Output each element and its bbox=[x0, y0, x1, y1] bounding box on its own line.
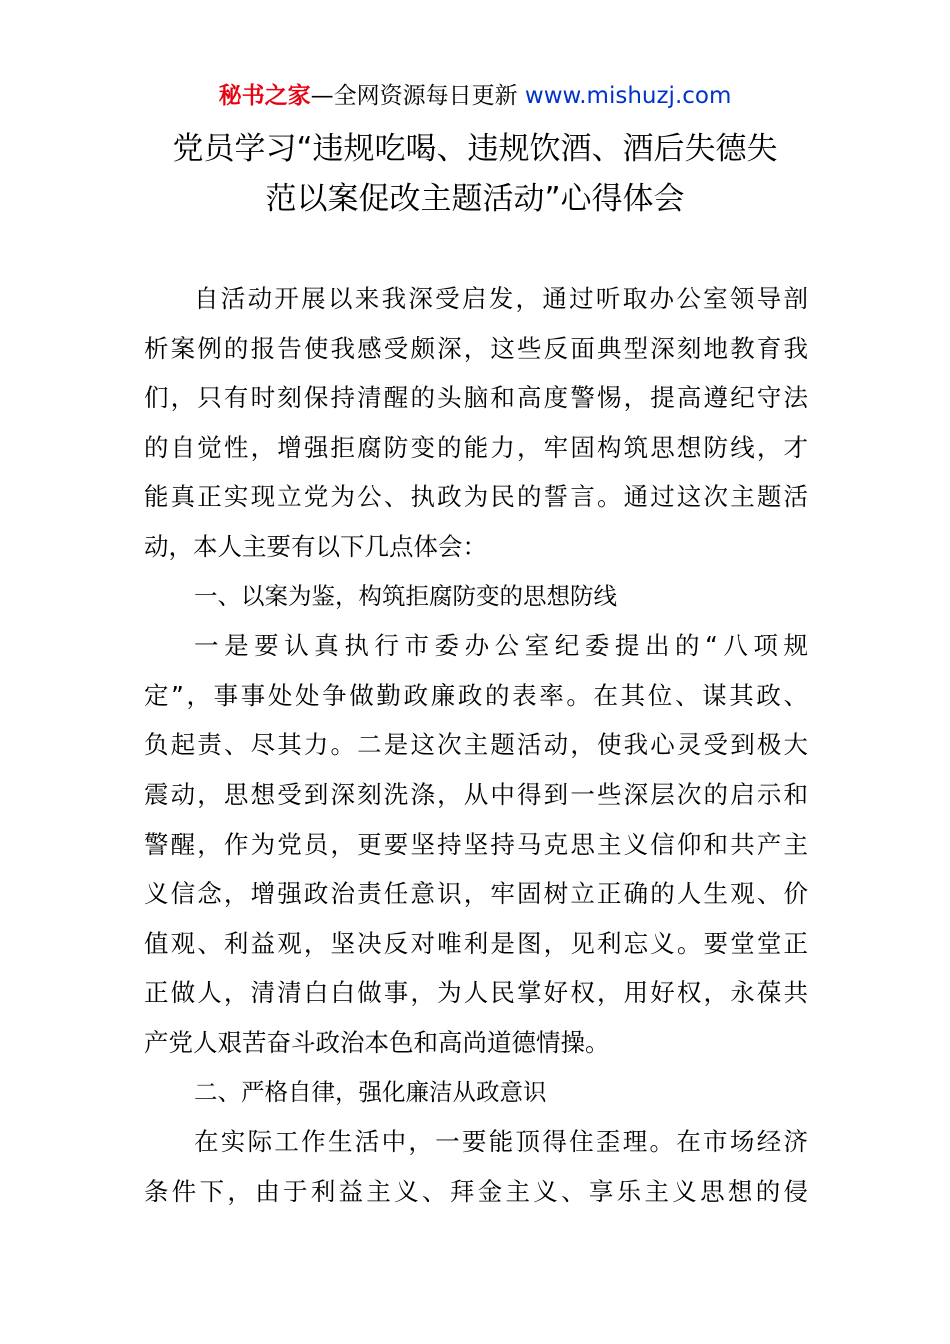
body-line: 警醒，作为党员，更要坚持坚持马克思主义信仰和共产主 bbox=[144, 829, 808, 859]
body-line: 析案例的报告使我感受颇深，这些反面典型深刻地教育我 bbox=[144, 333, 808, 363]
title-line-2: 范以案促改主题活动”心得体会 bbox=[265, 181, 685, 217]
body-line: 的自觉性，增强拒腐防变的能力，牢固构筑思想防线，才 bbox=[144, 432, 808, 462]
section-heading-2: 二、严格自律，强化廉洁从政意识 bbox=[194, 1077, 547, 1106]
site-header bbox=[0, 80, 950, 112]
body-line: 值观、利益观，坚决反对唯利是图，见利忘义。要堂堂正 bbox=[144, 928, 808, 958]
body-line: 条件下，由于利益主义、拜金主义、享乐主义思想的侵 bbox=[144, 1176, 808, 1206]
body-line: 负起责、尽其力。二是这次主题活动，使我心灵受到极大 bbox=[144, 730, 808, 760]
body-line: 动，本人主要有以下几点体会： bbox=[144, 531, 487, 561]
body-line: 产党人艰苦奋斗政治本色和高尚道德情操。 bbox=[144, 1027, 610, 1057]
site-tagline: —全网资源每日更新 bbox=[310, 83, 518, 109]
body-line: 自活动开展以来我深受启发，通过听取办公室领导剖 bbox=[194, 284, 808, 313]
section-heading-1: 一、以案为鉴，构筑拒腐防变的思想防线 bbox=[194, 581, 617, 610]
site-brand: 秘书之家 bbox=[218, 83, 311, 109]
body-line: 震动，思想受到深刻洗涤，从中得到一些深层次的启示和 bbox=[144, 779, 808, 809]
document-body bbox=[144, 274, 808, 1216]
title-line-1: 党员学习“违规吃喝、违规饮酒、酒后失德失 bbox=[172, 131, 778, 167]
document-title bbox=[0, 124, 950, 224]
body-line: 一是要认真执行市委办公室纪委提出的“八项规 bbox=[194, 631, 808, 661]
body-line: 正做人，清清白白做事，为人民掌好权，用好权，永葆共 bbox=[144, 978, 808, 1008]
body-line: 在实际工作生活中，一要能顶得住歪理。在市场经济 bbox=[194, 1127, 808, 1157]
body-line: 们，只有时刻保持清醒的头脑和高度警惕，提高遵纪守法 bbox=[144, 383, 808, 413]
body-line: 定”，事事处处争做勤政廉政的表率。在其位、谋其政、 bbox=[144, 680, 808, 710]
site-url-link[interactable]: www.mishuzj.com bbox=[524, 83, 732, 109]
body-line: 义信念，增强政治责任意识，牢固树立正确的人生观、价 bbox=[144, 879, 808, 909]
body-line: 能真正实现立党为公、执政为民的誓言。通过这次主题活 bbox=[144, 482, 808, 512]
